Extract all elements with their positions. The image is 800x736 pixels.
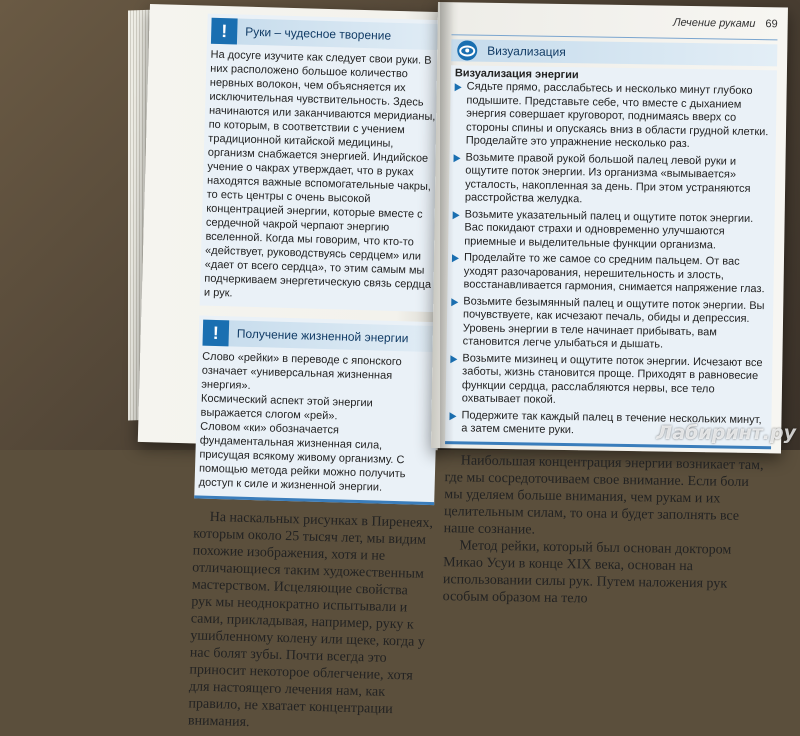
right-page [431, 2, 788, 606]
energy-paragraph-3: Словом «ки» обозначается фундаментальная жизненная сила, присущая всякому живому организму. С помощью метода рейки можно получить доступ к силе и жизненной энергии. [198, 420, 406, 494]
right-body-paragraph-2: Метод рейки, который был основан доктором Микао Усуи в конце XIX века, основан на использовании силы рук. Путем наложения рук особым образом на тело [442, 537, 732, 606]
book-spine-shadow [440, 0, 454, 450]
exclamation-icon: ! [202, 320, 229, 347]
visualization-subtitle: Визуализация энергии [454, 67, 579, 82]
step-text: Подержите так каждый палец в течение нескольких минут, а затем смените руки. [461, 408, 762, 437]
section-energy-title: Получение жизненной энергии [236, 326, 409, 346]
page-number: 69 [765, 18, 778, 31]
step-item [450, 352, 769, 411]
step-item [454, 80, 773, 152]
section-hands-header [211, 18, 442, 50]
left-page [138, 4, 450, 731]
step-text: Возьмите мизинец и ощутите поток энергии. Исчезают все заботы, жизнь становится проще. Приходят в равновесие функции сердца, расслабляются нервы, все тело охватывает покой. [461, 351, 763, 406]
energy-paragraph-1: Слово «рейки» в переводе с японского означает «универсальная жизненная энергия». [201, 350, 402, 392]
energy-paragraph-2: Космический аспект этой энергии выражается слогом «рей». [200, 392, 373, 423]
step-text: Возьмите правой рукой большой палец левой руки и ощутите поток энергии. Из организма «вымывается» усталость, накопленная за день. При этом устраняются расстройства желудка. [464, 150, 751, 206]
step-text: Проделайте то же самое со средним пальцем. От вас уходят разочарования, нерешительность и злость, восстанавливается гармония, снимается напряжение глаз. [463, 251, 765, 296]
left-body-paragraph: На наскальных рисунках в Пиренеях, которым около 25 тысяч лет, мы видим похожие изображения, хотя и не отличающиеся таким художественным мастерством. Исцеляющие свойства рук мы неоднократно испытывали и сами, прикладывая, например, руку к ушибленному колену или щеке, когда у нас болят зубы. Почти всегда это приносит некоторое облегчение, хотя для настоящего лечения нам, как правило, не хватает концентрации внимания. [187, 509, 434, 731]
watermark: Лабиринт.ру [656, 422, 796, 444]
running-head-title: Лечение руками [672, 16, 756, 30]
step-text: Возьмите указательный палец и ощутите поток энергии. Вас покидают страхи и одновременно улучшаются приемные и выделительные функции организма. [464, 207, 754, 251]
visualization-title: Визуализация [487, 43, 566, 60]
step-text: Сядьте прямо, расслабьтесь и несколько минут глубоко подышите. Представьте себе, что вместе с дыханием энергия совершает круговорот, поднимаясь вверх со стороны спины и опускаясь вниз в области грудной клетки. Проделайте это упражнение несколько раз. [465, 80, 769, 150]
triangle-bullet-icon [453, 154, 460, 162]
right-body-paragraph-1: Наибольшая концентрация энергии возникает там, где мы сосредоточиваем свое внимание. Если боли мы уделяем больше внимания, чем рукам и их целительным силам, то она и будет заполнять все наше сознание. [443, 452, 764, 538]
visualization-steps-box [445, 65, 777, 449]
exclamation-icon: ! [211, 18, 238, 45]
visualization-header [451, 39, 777, 66]
step-text: Возьмите безымянный палец и ощутите поток энергии. Вы почувствуете, как исчезают печаль, обиды и депрессия. Уровень энергии в теле начинает прибывать, вам становится легче улыбаться и дышать. [462, 294, 765, 351]
step-item [453, 151, 772, 210]
step-item [452, 208, 771, 253]
step-item [451, 251, 770, 296]
section-hands-paragraph: На досуге изучите как следует свои руки. В них расположено большое количество нервных волокон, чем объясняется их исключительная чувствительность. Здесь начинаются или заканчиваются меридианы, по которым, в соответствии с учением традиционной китайской медицины, организм снабжается энергией. Индийское учение о чакрах утверждает, что в руках находятся важные вспомогательные чакры, то есть центры с очень высокой концентрацией энергии, которые вместе с сердечной чакрой черпают энергию вселенной. Когда мы говорим, что кто-то «действует, руководствуясь сердцем» или «дает от всего сердца», то этим самым мы подчеркиваем энергетическую связь сердца и рук. [203, 48, 436, 300]
eye-icon [457, 40, 477, 60]
left-page-content [188, 14, 448, 736]
section-energy-header [202, 320, 433, 352]
section-energy-box [194, 315, 439, 505]
section-hands-box [200, 14, 448, 313]
running-head [452, 10, 778, 33]
section-hands-title: Руки – чудесное творение [245, 24, 392, 43]
step-item [451, 295, 770, 354]
triangle-bullet-icon [455, 83, 462, 91]
right-page-content [443, 10, 778, 610]
